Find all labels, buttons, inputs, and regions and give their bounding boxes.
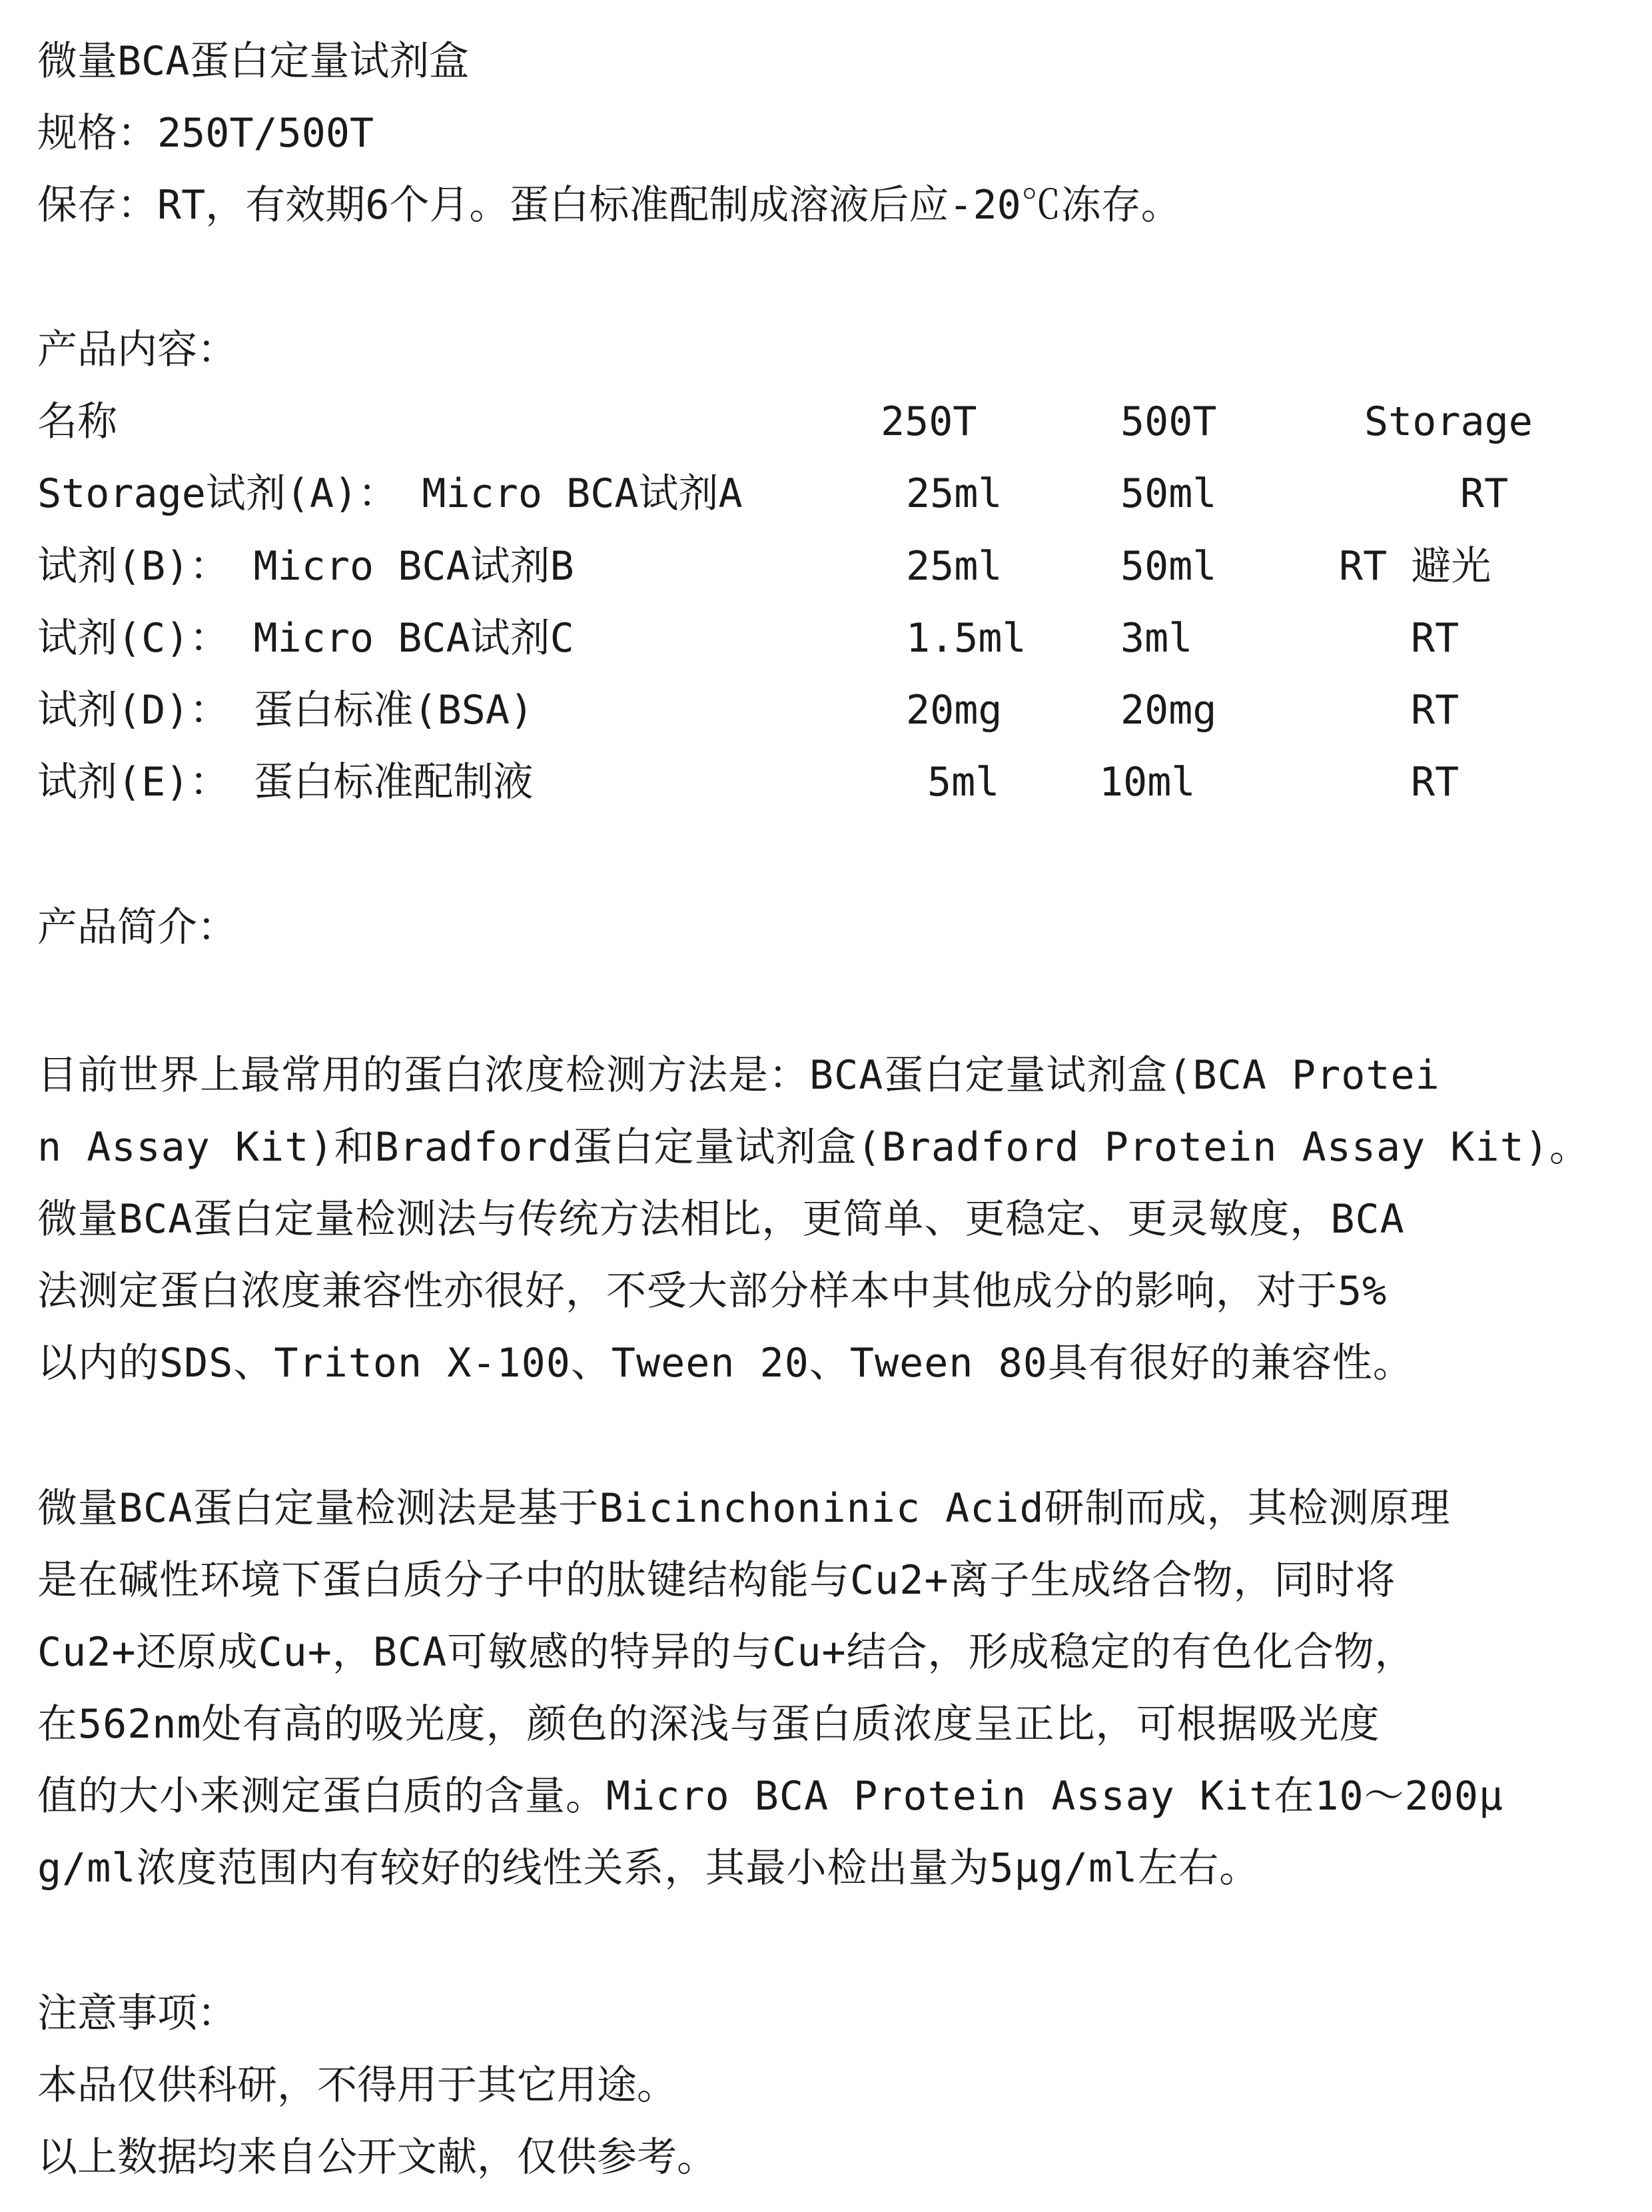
qty-500t: 20mg	[1120, 687, 1217, 734]
column-header-500t: 500T	[1120, 398, 1217, 445]
column-header-storage: Storage	[1364, 398, 1533, 445]
paragraph-line: 是在碱性环境下蛋白质分子中的肽键结构能与Cu2+离子生成络合物，同时将	[37, 1557, 1396, 1604]
storage-condition: RT	[1411, 759, 1459, 806]
intro-paragraph-2	[37, 1472, 1623, 1904]
qty-500t: 50ml	[1120, 470, 1217, 517]
paragraph-line: 微量BCA蛋白定量检测法与传统方法相比，更简单、更稳定、更灵敏度，BCA	[37, 1196, 1405, 1243]
storage-condition: RT 避光	[1339, 543, 1491, 590]
intro-heading: 产品简介：	[37, 904, 237, 951]
paragraph-line: Cu2+还原成Cu+，BCA可敏感的特异的与Cu+结合，形成稳定的有色化合物，	[37, 1629, 1416, 1676]
reagent-name: 试剂(B)： Micro BCA试剂B	[37, 543, 574, 590]
storage-condition: RT	[1411, 615, 1459, 662]
qty-250t: 25ml	[906, 543, 1003, 590]
spec-line: 规格：250T/500T	[37, 110, 374, 157]
storage-condition: RT	[1411, 687, 1459, 734]
qty-250t: 25ml	[906, 470, 1003, 517]
paragraph-line: 目前世界上最常用的蛋白浓度检测方法是：BCA蛋白定量试剂盒(BCA Protei	[37, 1052, 1440, 1099]
qty-250t: 1.5ml	[906, 615, 1027, 662]
qty-500t: 10ml	[1099, 759, 1196, 806]
paragraph-line: 以内的SDS、Triton X-100、Tween 20、Tween 80具有很好的兼容性。	[37, 1340, 1414, 1386]
reagent-name: 试剂(E)： 蛋白标准配制液	[37, 759, 534, 806]
paragraph-line: 法测定蛋白浓度兼容性亦很好，不受大部分样本中其他成分的影响，对于5%	[37, 1268, 1388, 1315]
paragraph-line: 值的大小来测定蛋白质的含量。Micro BCA Protein Assay Kit在10～200μ	[37, 1773, 1504, 1820]
storage-condition: RT	[1460, 470, 1509, 517]
reagent-name: Storage试剂(A)： Micro BCA试剂A	[37, 470, 743, 517]
qty-250t: 5ml	[927, 759, 1000, 806]
column-header-name: 名称	[37, 398, 117, 445]
paragraph-line: g/ml浓度范围内有较好的线性关系，其最小检出量为5μg/ml左右。	[37, 1845, 1260, 1892]
reagent-name: 试剂(D)： 蛋白标准(BSA)	[37, 687, 534, 734]
paragraph-line: 在562nm处有高的吸光度，颜色的深浅与蛋白质浓度呈正比，可根据吸光度	[37, 1701, 1380, 1748]
storage-line: 保存：RT，有效期6个月。蛋白标准配制成溶液后应-20℃冻存。	[37, 182, 1181, 229]
contents-heading: 产品内容：	[37, 326, 237, 373]
reagent-name: 试剂(C)： Micro BCA试剂C	[37, 615, 574, 662]
qty-500t: 50ml	[1120, 543, 1217, 590]
paragraph-line: n Assay Kit)和Bradford蛋白定量试剂盒(Bradford Protein Assay Kit)。	[37, 1124, 1590, 1171]
intro-paragraph-1	[37, 1039, 1623, 1399]
notes-line: 以上数据均来自公开文献，仅供参考。	[37, 2134, 717, 2181]
qty-250t: 20mg	[906, 687, 1003, 734]
column-header-250t: 250T	[881, 398, 977, 445]
document-title: 微量BCA蛋白定量试剂盒	[37, 38, 470, 85]
paragraph-line: 微量BCA蛋白定量检测法是基于Bicinchoninic Acid研制而成，其检测原理	[37, 1485, 1451, 1532]
notes-line: 本品仅供科研，不得用于其它用途。	[37, 2062, 677, 2109]
notes-heading: 注意事项：	[37, 1990, 237, 2037]
qty-500t: 3ml	[1120, 615, 1193, 662]
